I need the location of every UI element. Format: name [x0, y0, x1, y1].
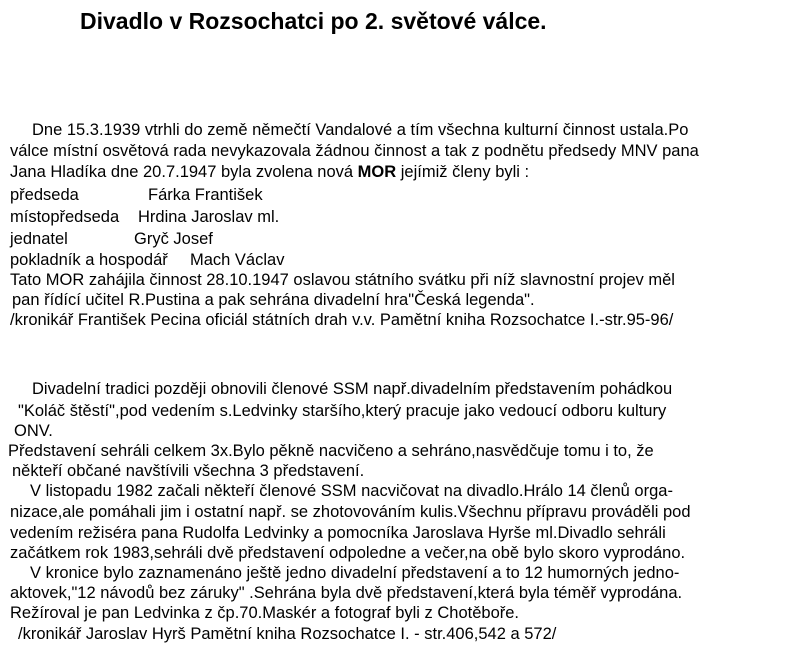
- text-line: V listopadu 1982 začali někteří členové SSM nacvičovat na divadlo.Hrálo 14 členů orga-: [30, 482, 673, 500]
- text-line: V kronice bylo zaznamenáno ještě jedno divadelní představení a to 12 humorných jedno-: [30, 564, 680, 582]
- text-line: [10, 162, 529, 182]
- text-line: pan řídící učitel R.Pustina a pak sehrána divadelní hra"Česká legenda".: [12, 291, 535, 309]
- text-line: "Koláč štěstí",pod vedením s.Ledvinky staršího,který pracuje jako vedoucí odboru kultury: [18, 402, 667, 420]
- text-line: Představení sehráli celkem 3x.Bylo pěkně nacvičeno a sehráno,nasvědčuje tomu i to, že: [8, 442, 654, 460]
- member-role: místopředseda: [10, 208, 120, 226]
- text-span: Jana Hladíka dne 20.7.1947 byla zvolena nová: [10, 163, 358, 181]
- text-line: Režíroval je pan Ledvinka z čp.70.Maskér a fotograf byli z Chotěboře.: [10, 604, 520, 622]
- member-row: [10, 250, 168, 270]
- member-row: [10, 207, 119, 227]
- chronicle-citation: /kronikář Jaroslav Hyrš Pamětní kniha Rozsochatce I. - str.406,542 a 572/: [18, 625, 557, 643]
- mor-abbreviation: MOR: [357, 163, 397, 181]
- member-role: jednatel: [10, 230, 68, 248]
- member-name: Gryč Josef: [134, 230, 213, 248]
- text-span: jejímiž členy byli :: [396, 163, 530, 181]
- member-row: [10, 185, 79, 205]
- text-line: vedením režiséra pana Rudolfa Ledvinky a pomocníka Jaroslava Hyrše ml.Divadlo sehráli: [10, 524, 666, 542]
- text-line: Dne 15.3.1939 vtrhli do země němečtí Vandalové a tím všechna kulturní činnost ustala.Po: [32, 121, 689, 139]
- text-line: válce místní osvětová rada nevykazovala žádnou činnost a tak z podnětu předsedy MNV pana: [10, 142, 699, 160]
- text-line: aktovek,"12 návodů bez záruky" .Sehrána byla dvě představení,která byla téměř vyprodána.: [10, 584, 683, 602]
- text-line: ONV.: [14, 422, 53, 440]
- member-name: Hrdina Jaroslav ml.: [138, 208, 280, 226]
- text-line: Tato MOR zahájila činnost 28.10.1947 oslavou státního svátku při níž slavnostní projev měl: [10, 271, 675, 289]
- member-name: Fárka František: [148, 186, 263, 204]
- chronicle-citation: /kronikář František Pecina oficiál státních drah v.v. Pamětní kniha Rozsochatce I.-str.95-96/: [10, 311, 674, 329]
- text-line: začátkem rok 1983,sehráli dvě představení odpoledne a večer,na obě bylo skoro vyprodáno.: [10, 544, 686, 562]
- member-role: předseda: [10, 186, 79, 204]
- member-row: [10, 229, 68, 249]
- page-title: Divadlo v Rozsochatci po 2. světové válce.: [80, 8, 547, 34]
- text-line: nizace,ale pomáhali jim i ostatní např. se zhotovováním kulis.Všechnu přípravu prováděli pod: [10, 503, 691, 521]
- text-line: Divadelní tradici později obnovili členové SSM např.divadelním představením pohádkou: [32, 380, 673, 398]
- member-role: pokladník a hospodář: [10, 251, 168, 269]
- member-name: Mach Václav: [190, 251, 285, 269]
- text-line: někteří občané navštívili všechna 3 představení.: [12, 462, 365, 480]
